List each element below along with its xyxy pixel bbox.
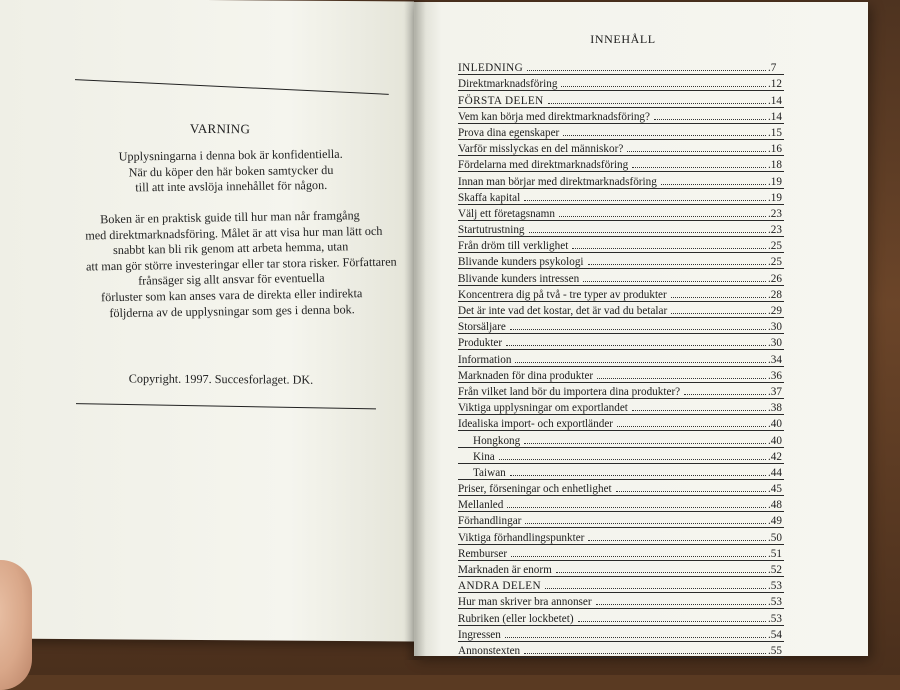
toc-entry-label: Taiwan bbox=[473, 466, 506, 479]
toc-leader-dots bbox=[596, 604, 766, 605]
bottom-divider bbox=[76, 403, 376, 409]
toc-entry-page: .34 bbox=[768, 353, 782, 366]
toc-leader-dots bbox=[588, 264, 766, 265]
toc-entry-page: .55 bbox=[768, 644, 782, 657]
warning-paragraph-2 bbox=[85, 208, 397, 322]
toc-entry-page: .50 bbox=[768, 531, 782, 544]
left-page bbox=[0, 0, 414, 641]
toc-leader-dots bbox=[572, 248, 766, 249]
toc-entry-label: Prova dina egenskaper bbox=[458, 126, 560, 139]
toc-entry-page: .16 bbox=[768, 143, 782, 156]
table-of-contents bbox=[458, 58, 784, 657]
toc-entry bbox=[458, 58, 784, 74]
toc-entry bbox=[458, 285, 784, 301]
toc-entry-page: .45 bbox=[768, 483, 782, 496]
toc-leader-dots bbox=[661, 184, 766, 185]
toc-leader-dots bbox=[588, 540, 766, 541]
toc-leader-dots bbox=[632, 167, 766, 168]
toc-entry bbox=[458, 317, 784, 333]
toc-entry-page: .23 bbox=[768, 224, 782, 237]
toc-leader-dots bbox=[654, 119, 766, 120]
toc-entry-label: Remburser bbox=[458, 547, 508, 560]
warning-line: Upplysningarna i denna bok är konfidentiella. bbox=[118, 146, 343, 164]
toc-entry-label: Blivande kunders psykologi bbox=[458, 256, 584, 269]
toc-entry-page: .53 bbox=[768, 612, 782, 625]
toc-leader-dots bbox=[505, 637, 766, 638]
toc-leader-dots bbox=[499, 459, 766, 460]
toc-entry bbox=[458, 641, 784, 657]
copyright-notice: Copyright. 1997. Succesforlaget. DK. bbox=[128, 371, 314, 387]
toc-entry-label: Ingressen bbox=[458, 628, 501, 641]
toc-entry bbox=[458, 188, 784, 204]
warning-line: följderna av de upplysningar som ges i denna bok. bbox=[109, 301, 355, 320]
toc-entry bbox=[458, 204, 784, 220]
toc-entry-page: .15 bbox=[768, 126, 782, 139]
toc-entry-page: .7 bbox=[768, 62, 777, 75]
toc-entry-label: Det är inte vad det kostar, det är vad du betalar bbox=[458, 305, 668, 317]
warning-line: förluster som kan anses vara de direkta eller indirekta bbox=[100, 286, 363, 305]
toc-entry bbox=[458, 414, 784, 430]
toc-entry-label: Marknaden för dina produkter bbox=[458, 369, 594, 382]
toc-entry-label: Hongkong bbox=[473, 434, 521, 447]
toc-leader-dots bbox=[578, 621, 766, 622]
toc-entry-label: Innan man börjar med direktmarknadsföring bbox=[458, 175, 657, 188]
warning-line: att man gör större investeringar eller tar stora risker. Författaren bbox=[85, 254, 397, 274]
toc-entry bbox=[458, 430, 784, 446]
toc-underline bbox=[458, 657, 784, 658]
toc-entry bbox=[458, 479, 784, 495]
toc-entry-page: .18 bbox=[768, 159, 782, 172]
toc-entry-page: .25 bbox=[768, 256, 782, 269]
toc-entry-page: .30 bbox=[768, 321, 782, 334]
toc-entry bbox=[458, 495, 784, 511]
toc-leader-dots bbox=[506, 345, 766, 346]
toc-entry bbox=[458, 333, 784, 349]
toc-entry-label: Produkter bbox=[458, 337, 503, 350]
toc-leader-dots bbox=[529, 232, 766, 233]
toc-entry-label: Rubriken (eller lockbetet) bbox=[458, 612, 574, 625]
toc-leader-dots bbox=[563, 135, 766, 136]
toc-entry-page: .12 bbox=[768, 78, 782, 91]
toc-entry-page: .14 bbox=[768, 110, 782, 123]
toc-entry-label: Fördelarna med direktmarknadsföring bbox=[458, 159, 629, 172]
toc-entry-label: Information bbox=[458, 353, 512, 366]
toc-leader-dots bbox=[524, 200, 766, 201]
toc-entry-page: .23 bbox=[768, 207, 782, 220]
toc-leader-dots bbox=[524, 443, 766, 444]
toc-entry bbox=[458, 220, 784, 236]
thumb bbox=[0, 560, 32, 690]
toc-entry bbox=[458, 155, 784, 171]
toc-leader-dots bbox=[632, 410, 766, 411]
warning-paragraph-1 bbox=[86, 146, 377, 196]
toc-entry-label: Idealiska import- och exportländer bbox=[458, 418, 614, 431]
toc-entry-label: Från vilket land bör du importera dina produkter? bbox=[458, 385, 681, 398]
toc-entry-label: Från dröm till verklighet bbox=[458, 240, 569, 253]
toc-entry-label: FÖRSTA DELEN bbox=[458, 94, 544, 107]
toc-leader-dots bbox=[527, 70, 766, 71]
warning-line: När du köper den här boken samtycker du bbox=[128, 162, 334, 180]
toc-entry-label: Viktiga förhandlingspunkter bbox=[458, 531, 585, 544]
toc-entry-page: .49 bbox=[768, 515, 782, 528]
toc-entry-page: .19 bbox=[768, 175, 782, 188]
toc-entry bbox=[458, 123, 784, 139]
toc-leader-dots bbox=[597, 378, 766, 379]
toc-leader-dots bbox=[671, 313, 766, 314]
toc-entry bbox=[458, 592, 784, 608]
toc-entry-label: Mellanled bbox=[458, 499, 504, 512]
toc-leader-dots bbox=[525, 523, 766, 524]
toc-entry-label: Hur man skriver bra annonser bbox=[458, 596, 592, 609]
toc-entry-page: .29 bbox=[768, 305, 782, 317]
warning-title: VARNING bbox=[189, 120, 251, 137]
toc-entry-page: .30 bbox=[768, 337, 782, 350]
toc-leader-dots bbox=[684, 394, 766, 395]
toc-entry-page: .51 bbox=[768, 547, 782, 560]
toc-entry bbox=[458, 576, 784, 592]
toc-entry-page: .52 bbox=[768, 564, 782, 576]
toc-entry-label: Annonstexten bbox=[458, 644, 521, 657]
toc-leader-dots bbox=[507, 507, 766, 508]
toc-entry-page: .40 bbox=[768, 418, 782, 431]
warning-line: till att inte avslöja innehållet för någon. bbox=[135, 178, 328, 195]
toc-leader-dots bbox=[627, 151, 766, 152]
toc-entry-page: .38 bbox=[768, 402, 782, 415]
toc-leader-dots bbox=[545, 588, 766, 589]
toc-entry-page: .42 bbox=[768, 450, 782, 463]
toc-entry-label: Viktiga upplysningar om exportlandet bbox=[458, 402, 628, 415]
toc-entry bbox=[458, 447, 784, 463]
toc-entry bbox=[458, 511, 784, 527]
toc-entry bbox=[458, 74, 784, 90]
toc-entry-page: .53 bbox=[768, 596, 782, 609]
toc-entry bbox=[458, 107, 784, 123]
toc-entry bbox=[458, 171, 784, 187]
toc-entry bbox=[458, 252, 784, 268]
toc-entry-page: .53 bbox=[768, 580, 782, 593]
toc-entry-page: .48 bbox=[768, 499, 782, 512]
toc-entry-page: .54 bbox=[768, 628, 782, 641]
toc-entry bbox=[458, 139, 784, 155]
toc-leader-dots bbox=[510, 475, 766, 476]
toc-entry-page: .14 bbox=[768, 94, 782, 107]
warning-line: med direktmarknadsföring. Målet är att visa hur man lätt och bbox=[85, 223, 383, 243]
warning-line: frånsäger sig allt ansvar för eventuella bbox=[137, 271, 325, 289]
toc-entry-label: Storsäljare bbox=[458, 321, 506, 334]
toc-entry-label: Blivande kunders intressen bbox=[458, 272, 580, 285]
toc-leader-dots bbox=[559, 216, 766, 217]
toc-entry-label: Koncentrera dig på två - tre typer av produkter bbox=[458, 288, 667, 301]
toc-entry-page: .26 bbox=[768, 272, 782, 285]
toc-leader-dots bbox=[556, 572, 766, 573]
toc-leader-dots bbox=[511, 556, 766, 557]
toc-entry bbox=[458, 463, 784, 479]
toc-entry-label: Skaffa kapital bbox=[458, 191, 521, 204]
warning-line: snabbt kan bli rik genom att arbeta hemma, utan bbox=[112, 239, 349, 258]
toc-leader-dots bbox=[510, 329, 766, 330]
toc-entry bbox=[458, 236, 784, 252]
toc-leader-dots bbox=[583, 281, 766, 282]
toc-leader-dots bbox=[561, 86, 766, 87]
book-gutter bbox=[404, 0, 426, 660]
toc-entry-page: .36 bbox=[768, 369, 782, 382]
toc-entry bbox=[458, 544, 784, 560]
toc-entry-label: Direktmarknadsföring bbox=[458, 78, 558, 91]
toc-entry bbox=[458, 349, 784, 365]
toc-entry bbox=[458, 366, 784, 382]
toc-entry-label: Vem kan börja med direktmarknadsföring? bbox=[458, 110, 650, 123]
toc-entry bbox=[458, 382, 784, 398]
toc-entry-label: Marknaden är enorm bbox=[458, 564, 552, 576]
toc-entry-page: .28 bbox=[768, 288, 782, 301]
toc-entry-label: Varför misslyckas en del människor? bbox=[458, 143, 624, 156]
toc-entry-page: .40 bbox=[768, 434, 782, 447]
toc-leader-dots bbox=[616, 491, 766, 492]
top-divider bbox=[75, 79, 389, 95]
toc-entry-label: Startutrustning bbox=[458, 224, 525, 237]
toc-leader-dots bbox=[524, 653, 766, 654]
toc-entry-page: .44 bbox=[768, 466, 782, 479]
warning-line: Boken är en praktisk guide till hur man når framgång bbox=[99, 208, 360, 227]
toc-entry-page: .37 bbox=[768, 385, 782, 398]
toc-entry-label: ANDRA DELEN bbox=[458, 580, 542, 593]
toc-entry-label: Kina bbox=[473, 450, 495, 463]
toc-entry-page: .19 bbox=[768, 191, 782, 204]
toc-leader-dots bbox=[515, 362, 766, 363]
toc-entry-page: .25 bbox=[768, 240, 782, 253]
toc-entry bbox=[458, 608, 784, 624]
toc-leader-dots bbox=[548, 103, 766, 104]
toc-entry-label: Förhandlingar bbox=[458, 515, 522, 528]
toc-entry bbox=[458, 560, 784, 576]
toc-title: INNEHÅLL bbox=[590, 32, 656, 46]
toc-entry bbox=[458, 90, 784, 106]
toc-entry bbox=[458, 625, 784, 641]
toc-entry-label: INLEDNING bbox=[458, 62, 524, 75]
toc-entry bbox=[458, 527, 784, 543]
toc-entry bbox=[458, 301, 784, 317]
toc-leader-dots bbox=[671, 297, 766, 298]
toc-entry-label: Priser, förseningar och enhetlighet bbox=[458, 483, 612, 496]
toc-entry bbox=[458, 268, 784, 284]
toc-entry-label: Välj ett företagsnamn bbox=[458, 207, 555, 220]
toc-entry bbox=[458, 398, 784, 414]
toc-leader-dots bbox=[617, 426, 766, 427]
